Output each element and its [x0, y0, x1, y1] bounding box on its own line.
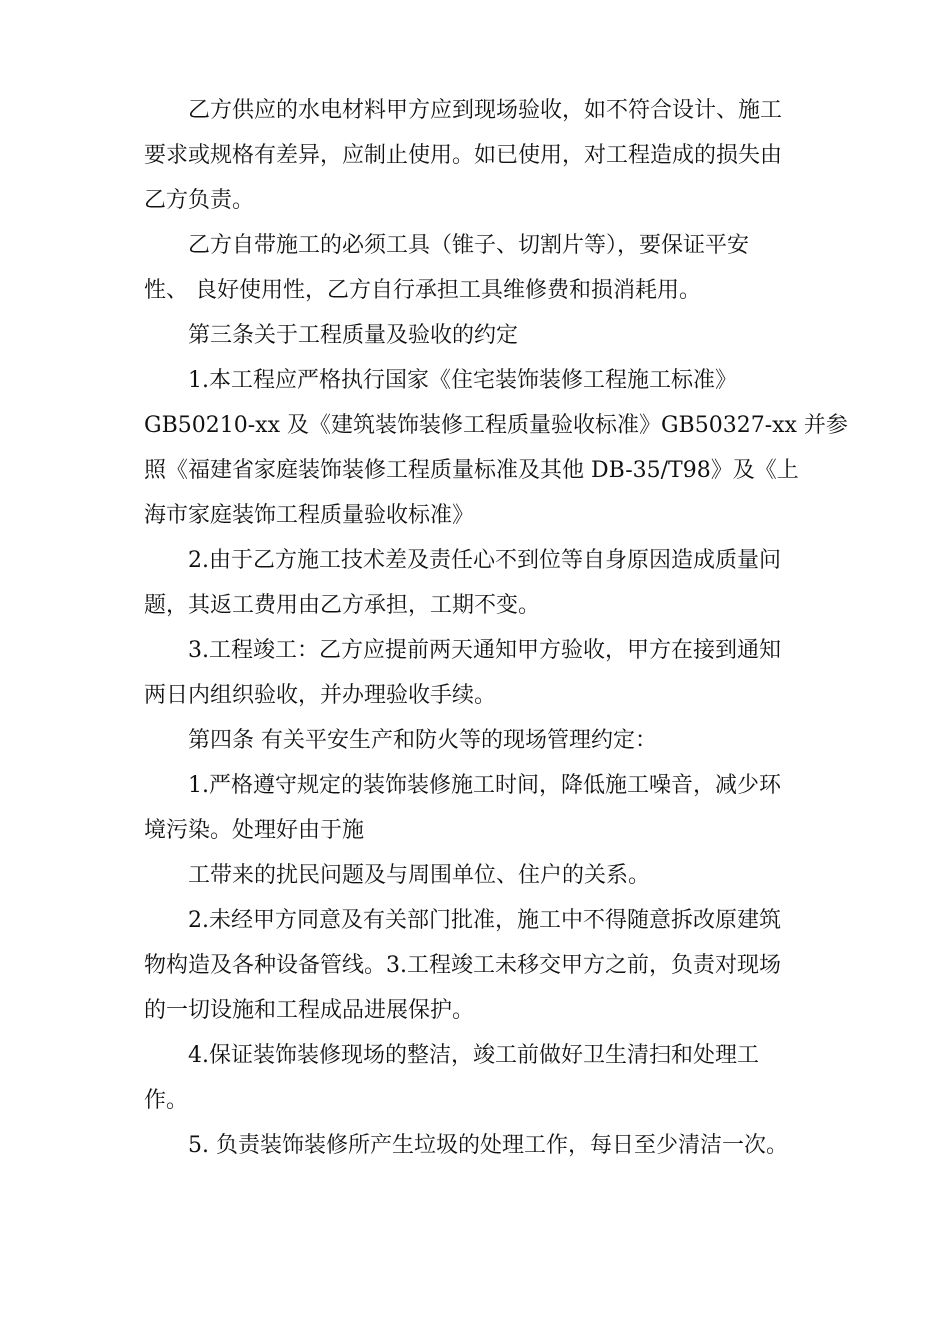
paragraph-structure — [144, 898, 808, 1033]
text-line: 乙方负责。 — [144, 188, 255, 213]
text-line: 境污染。处理好由于施 — [144, 818, 365, 843]
document-body — [144, 88, 848, 1168]
text-line: 乙方供应的水电材料甲方应到现场验收，如不符合设计、施工 — [188, 98, 783, 123]
text-line: 的一切设施和工程成品进展保护。 — [144, 998, 475, 1023]
text-line: 作。 — [144, 1088, 189, 1113]
text-line: GB50210-xx 及《建筑装饰装修工程质量验收标准》GB50327-xx 并参 — [144, 413, 848, 438]
text-line: 海市家庭装饰工程质量验收标准》 — [144, 503, 475, 528]
paragraph-standards — [144, 358, 848, 538]
text-line: 第四条 有关平安生产和防火等的现场管理约定： — [188, 728, 657, 753]
text-line: 工带来的扰民问题及与周围单位、住户的关系。 — [188, 863, 651, 888]
paragraph-materials-acceptance — [144, 88, 808, 223]
paragraph-neighbors — [144, 853, 808, 898]
text-line: 5. 负责装饰装修所产生垃圾的处理工作，每日至少清洁一次。 — [188, 1133, 788, 1158]
text-line: 题，其返工费用由乙方承担，工期不变。 — [144, 593, 541, 618]
text-line: 1.严格遵守规定的装饰装修施工时间，降低施工噪音，减少环 — [188, 773, 781, 798]
text-line: 第三条关于工程质量及验收的约定 — [188, 323, 519, 348]
paragraph-completion — [144, 628, 808, 718]
paragraph-tools — [144, 223, 808, 313]
paragraph-construction-time — [144, 763, 808, 853]
text-line: 3.工程竣工：乙方应提前两天通知甲方验收，甲方在接到通知 — [188, 638, 781, 663]
text-line: 1.本工程应严格执行国家《住宅装饰装修工程施工标准》 — [188, 368, 737, 393]
text-line: 4.保证装饰装修现场的整洁，竣工前做好卫生清扫和处理工 — [188, 1043, 759, 1068]
paragraph-cleanliness — [144, 1033, 808, 1123]
text-line: 物构造及各种设备管线。3.工程竣工未移交甲方之前，负责对现场 — [144, 953, 781, 978]
text-line: 乙方自带施工的必须工具（锥子、切割片等），要保证平安 — [188, 233, 750, 258]
text-line: 性、 良好使用性，乙方自行承担工具维修费和损消耗用。 — [144, 278, 701, 303]
text-line: 要求或规格有差异，应制止使用。如已使用，对工程造成的损失由 — [144, 143, 783, 168]
text-line: 2.由于乙方施工技术差及责任心不到位等自身原因造成质量问 — [188, 548, 781, 573]
text-line: 照《福建省家庭装饰装修工程质量标准及其他 DB-35/T98》及《上 — [144, 458, 799, 483]
section-heading-article-3 — [144, 313, 808, 358]
paragraph-quality-issues — [144, 538, 808, 628]
text-line: 两日内组织验收，并办理验收手续。 — [144, 683, 497, 708]
paragraph-waste — [144, 1123, 808, 1168]
section-heading-article-4 — [144, 718, 808, 763]
text-line: 2.未经甲方同意及有关部门批准，施工中不得随意拆改原建筑 — [188, 908, 781, 933]
